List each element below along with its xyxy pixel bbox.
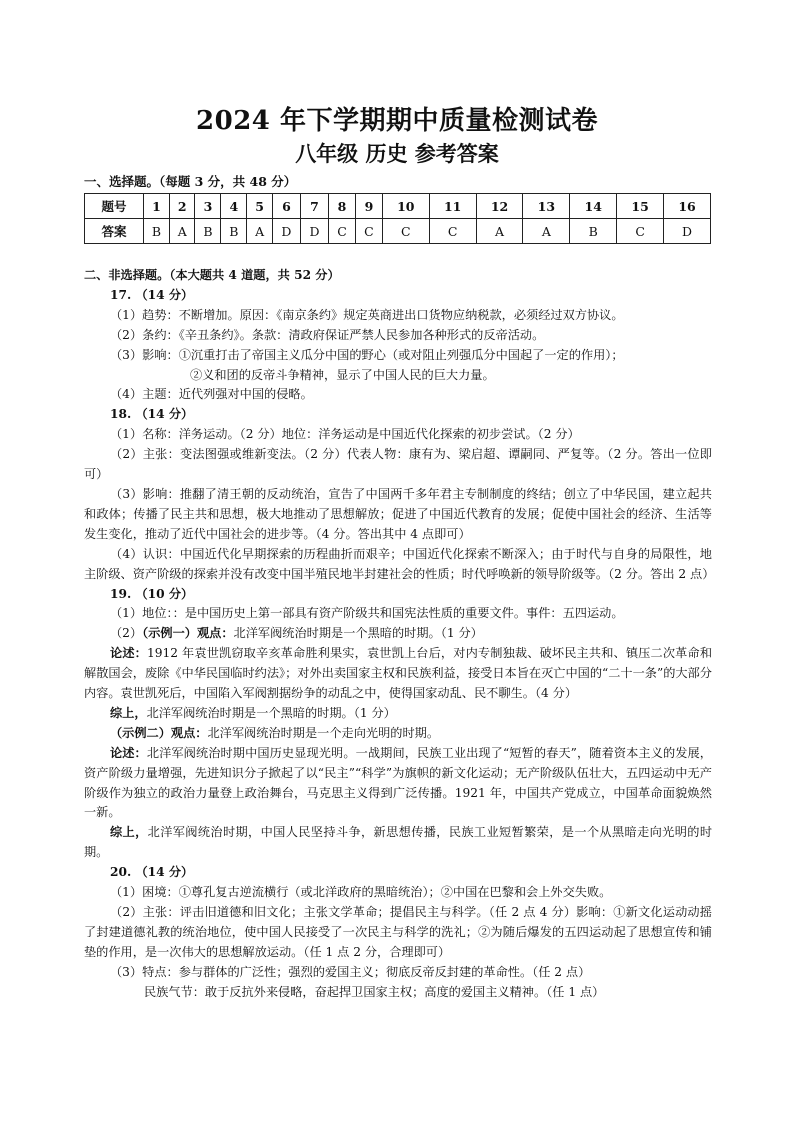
table-row-answers xyxy=(85,219,711,244)
table-cell: 5 xyxy=(247,194,273,219)
table-cell: C xyxy=(617,219,664,244)
table-cell: C xyxy=(355,219,382,244)
table-cell: 9 xyxy=(355,194,382,219)
q20-answer-1: （1）困境：①尊孔复古逆流横行（或北洋政府的黑暗统治）；②中国在巴黎和会上外交失败。 xyxy=(110,885,612,900)
q19-part-2-label: （2） xyxy=(110,626,143,641)
q19-summary-2 xyxy=(84,823,712,863)
question-19-heading: 19. （10 分） xyxy=(110,586,194,601)
table-cell: C xyxy=(429,219,476,244)
table-cell: 1 xyxy=(144,194,170,219)
table-cell: D xyxy=(272,219,300,244)
q19-answer-1: （1）地位：：是中国历史上第一部具有资产阶级共和国宪法性质的重要文件。事件：五四运动。 xyxy=(110,606,624,621)
answer-table xyxy=(84,193,711,244)
table-cell: B xyxy=(221,219,247,244)
section-1-heading: 一、选择题。（每题 3 分，共 48 分） xyxy=(84,174,297,189)
table-cell: 6 xyxy=(272,194,300,219)
q17-answer-2: （2）条约：《辛丑条约》。条款：清政府保证严禁人民参加各种形式的反帝活动。 xyxy=(110,327,545,342)
q20-answer-3: （3）特点：参与群体的广泛性；强烈的爱国主义；彻底反帝反封建的革命性。（任 2 点） xyxy=(110,964,591,979)
table-cell: 4 xyxy=(221,194,247,219)
q19-example-2-text: 北洋军阀统治时期是一个走向光明的时期。 xyxy=(207,725,440,740)
table-cell: C xyxy=(382,219,429,244)
q19-summary-1 xyxy=(84,704,712,724)
question-18-heading: 18. （14 分） xyxy=(110,407,194,422)
table-cell: D xyxy=(300,219,328,244)
table-cell: 12 xyxy=(476,194,523,219)
q20-answer-3b: 民族气节：敢于反抗外来侵略，奋起捍卫国家主权；高度的爱国主义精神。（任 1 点） xyxy=(144,984,605,999)
q19-example-1-text: 北洋军阀统治时期是一个黑暗的时期。（1 分） xyxy=(233,626,483,641)
q19-example-2-view xyxy=(84,724,712,744)
q17-answer-4: （4）主题：近代列强对中国的侵略。 xyxy=(110,387,313,402)
table-header-cell: 题号 xyxy=(85,194,144,219)
page-title: 2024 年下学期期中质量检测试卷 xyxy=(196,106,598,136)
table-cell: 15 xyxy=(617,194,664,219)
q19-argument-2 xyxy=(84,744,712,824)
table-cell: 10 xyxy=(382,194,429,219)
answers-body xyxy=(84,266,715,1003)
table-cell: 14 xyxy=(570,194,617,219)
q19-argument-1-text: 1912 年袁世凯窃取辛亥革命胜利果实，袁世凯上台后，对内专制独裁、破坏民主共和、镇压二次革命和解散国会，废除《中华民国临时约法》；对外出卖国家主权和民族利益，接受日本旨在灭亡中国的“二十一条”的大部分内容。袁世凯死后，中国陷入军阀割据纷争的动乱之中，使得国家动乱、民不聊生。（4 分） xyxy=(84,646,713,701)
table-row-numbers xyxy=(85,194,711,219)
q19-argument-2-text: 北洋军阀统治时期中国历史显现光明。一战期间，民族工业出现了“短暂的春天”，随着资本主义的发展，资产阶级力量增强，先进知识分子掀起了以“民主”“科学”为旗帜的新文化运动；无产阶级队伍壮大，五四运动中无产阶级作为独立的政治力量登上政治舞台，马克思主义得到广泛传播。1921 年，中国共产党成立，中国革命面貌焕然一新。 xyxy=(84,745,712,820)
q19-summary-1-label: 综上， xyxy=(110,705,147,720)
q19-example-1-view xyxy=(84,624,712,644)
q19-argument-1 xyxy=(84,644,712,704)
page-subtitle: 八年级 历史 参考答案 xyxy=(295,141,499,166)
table-cell: A xyxy=(247,219,273,244)
q19-example-1-label: （示例一）观点： xyxy=(142,626,234,641)
q18-answer-2: （2）主张：变法图强或维新变法。（2 分）代表人物：康有为、梁启超、谭嗣同、严复等。（2 分。答出一位即可） xyxy=(84,447,712,482)
table-cell: 16 xyxy=(664,194,711,219)
table-cell: A xyxy=(523,219,570,244)
q17-answer-1: （1）趋势：不断增加。原因：《南京条约》规定英商进出口货物应纳税款，必须经过双方协议。 xyxy=(110,307,624,322)
table-cell: C xyxy=(329,219,356,244)
table-header-cell: 答案 xyxy=(85,219,144,244)
table-cell: B xyxy=(570,219,617,244)
table-cell: 11 xyxy=(429,194,476,219)
table-cell: 8 xyxy=(329,194,356,219)
table-cell: B xyxy=(195,219,221,244)
q17-answer-3a: （3）影响：①沉重打击了帝国主义瓜分中国的野心（或对阻止列强瓜分中国起了一定的作用）； xyxy=(110,347,624,362)
q19-summary-2-label: 综上， xyxy=(110,825,148,840)
question-17-heading: 17. （14 分） xyxy=(110,287,194,302)
q19-summary-1-text: 北洋军阀统治时期是一个黑暗的时期。（1 分） xyxy=(146,705,396,720)
table-cell: 7 xyxy=(300,194,328,219)
q17-answer-3b: ②义和团的反帝斗争精神，显示了中国人民的巨大力量。 xyxy=(190,367,495,382)
q19-argument-1-label: 论述： xyxy=(110,646,147,661)
q18-answer-3: （3）影响：推翻了清王朝的反动统治，宣告了中国两千多年君主专制制度的终结；创立了中华民国，建立起共和政体；传播了民主共和思想，极大地推动了思想解放；促进了中国近代教育的发展；促使中国社会的经济、生活等发生变化，推动了近代中国社会的进步等。（4 分。答出其中 4 点即可） xyxy=(84,486,712,541)
q18-answer-1: （1）名称：洋务运动。（2 分）地位：洋务运动是中国近代化探索的初步尝试。（2 分） xyxy=(110,427,580,442)
table-cell: 3 xyxy=(195,194,221,219)
q19-argument-2-label: 论述： xyxy=(110,745,147,760)
question-20-heading: 20. （14 分） xyxy=(110,865,194,880)
table-cell: B xyxy=(144,219,170,244)
q18-answer-4: （4）认识：中国近代化早期探索的历程曲折而艰辛；中国近代化探索不断深入；由于时代与自身的局限性，地主阶级、资产阶级的探索并没有改变中国半殖民地半封建社会的性质；时代呼唤新的领导阶级等。（2 分。答出 2 点） xyxy=(84,546,715,581)
table-cell: 13 xyxy=(523,194,570,219)
section-2-heading: 二、非选择题。（本大题共 4 道题，共 52 分） xyxy=(84,268,340,282)
table-cell: A xyxy=(169,219,195,244)
q19-example-2-label: （示例二）观点： xyxy=(110,725,208,740)
table-cell: D xyxy=(664,219,711,244)
table-cell: 2 xyxy=(169,194,195,219)
table-cell: A xyxy=(476,219,523,244)
q20-answer-2: （2）主张：评击旧道德和旧文化；主张文学革命；提倡民主与科学。（任 2 点 4 分）影响：①新文化运动动摇了封建道德礼教的统治地位，使中国人民接受了一次民主与科学的洗礼；②为随后爆发的五四运动起了思想宣传和铺垫的作用，是一次伟大的思想解放运动。（任 1 点 2 分，合理即可） xyxy=(84,905,712,959)
q19-summary-2-text: 北洋军阀统治时期，中国人民坚持斗争，新思想传播，民族工业短暂繁荣，是一个从黑暗走向光明的时期。 xyxy=(84,825,713,860)
